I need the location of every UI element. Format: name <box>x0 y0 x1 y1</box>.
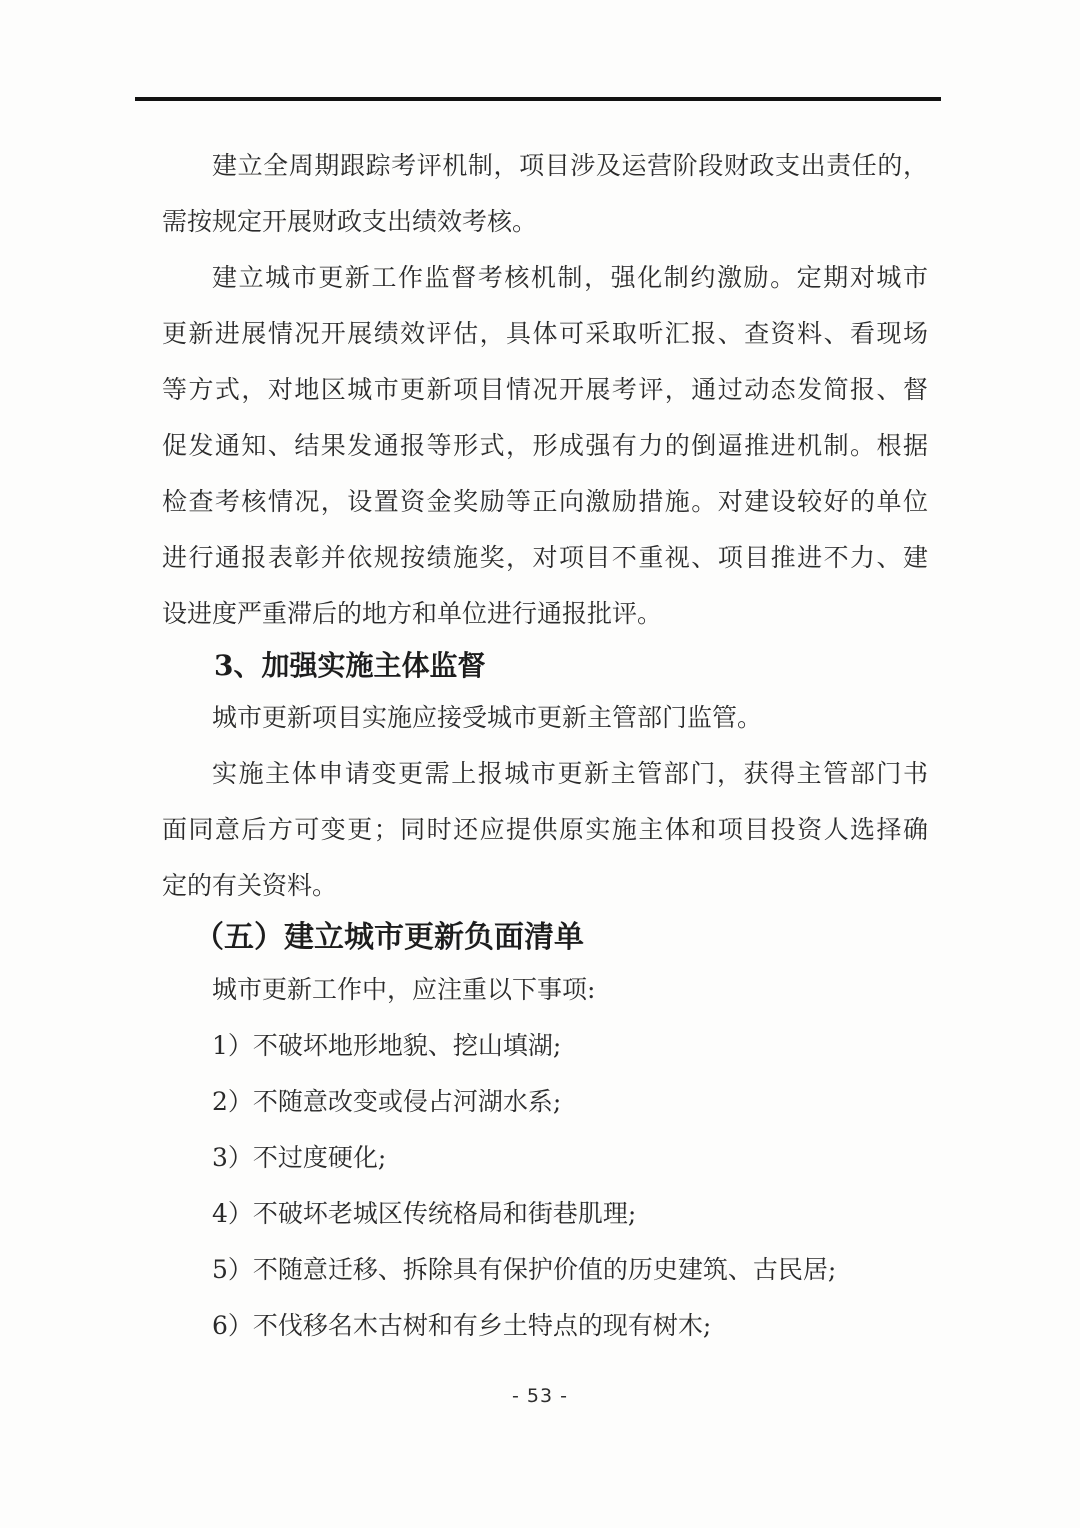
text-line: 城市更新项目实施应接受城市更新主管部门监管。 <box>212 703 763 732</box>
text-line: 城市更新工作中，应注重以下事项: <box>212 975 596 1004</box>
list-item: 3）不过度硬化; <box>212 1143 387 1172</box>
page-number: - 53 - <box>512 1385 568 1407</box>
list-item: 4）不破坏老城区传统格局和街巷肌理; <box>212 1199 637 1228</box>
list-item: 6）不伐移名木古树和有乡土特点的现有树木; <box>212 1311 712 1340</box>
text-line: 检查考核情况，设置资金奖励等正向激励措施。对建设较好的单位 <box>162 487 928 516</box>
list-item: 1）不破坏地形地貌、挖山填湖; <box>212 1031 562 1060</box>
document-body <box>162 138 928 1354</box>
text-line: 定的有关资料。 <box>162 871 338 900</box>
header-rule <box>135 97 941 101</box>
text-line: 建立全周期跟踪考评机制，项目涉及运营阶段财政支出责任的， <box>212 151 928 180</box>
text-line: 实施主体申请变更需上报城市更新主管部门，获得主管部门书 <box>212 759 928 788</box>
text-line: 促发通知、结果发通报等形式，形成强有力的倒逼推进机制。根据 <box>162 431 928 460</box>
section-heading-3: 3、加强实施主体监督 <box>214 649 486 682</box>
section-heading-5: （五）建立城市更新负面清单 <box>194 920 584 955</box>
text-line: 更新进展情况开展绩效评估，具体可采取听汇报、查资料、看现场 <box>162 319 928 348</box>
text-line: 设进度严重滞后的地方和单位进行通报批评。 <box>162 599 663 628</box>
text-line: 面同意后方可变更；同时还应提供原实施主体和项目投资人选择确 <box>162 815 928 844</box>
text-line: 进行通报表彰并依规按绩施奖，对项目不重视、项目推进不力、建 <box>162 543 928 572</box>
text-line: 需按规定开展财政支出绩效考核。 <box>162 207 538 236</box>
list-item: 5）不随意迁移、拆除具有保护价值的历史建筑、古民居; <box>212 1255 837 1284</box>
list-item: 2）不随意改变或侵占河湖水系; <box>212 1087 562 1116</box>
text-line: 建立城市更新工作监督考核机制，强化制约激励。定期对城市 <box>212 263 928 292</box>
text-line: 等方式，对地区城市更新项目情况开展考评，通过动态发简报、督 <box>162 375 928 404</box>
